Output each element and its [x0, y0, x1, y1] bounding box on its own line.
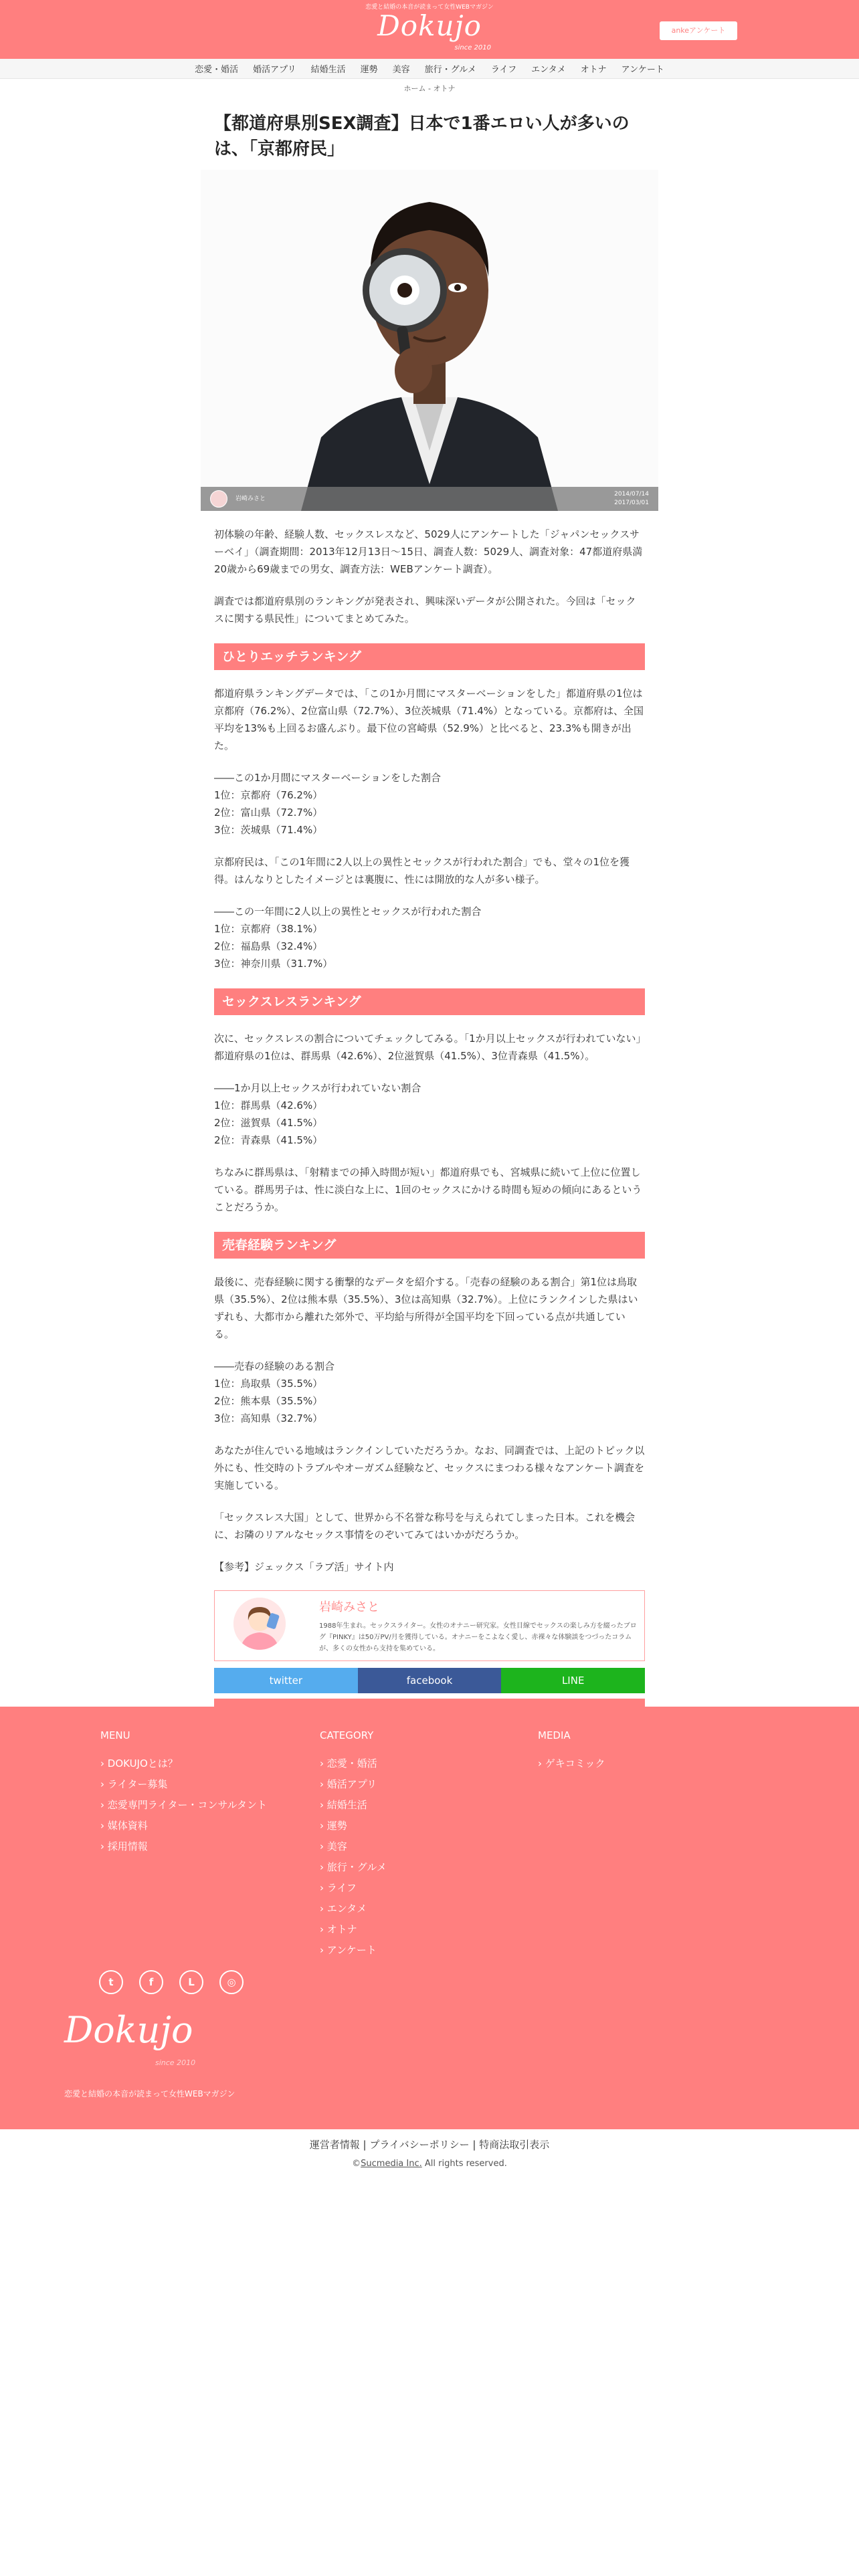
list-item: ――この1か月間にマスターベーションをした割合: [214, 772, 441, 784]
share-bar: [214, 1668, 645, 1693]
nav-item-marriage[interactable]: 結婚生活: [310, 65, 346, 75]
section-heading-prostitution: 売春経験ランキング: [214, 1232, 645, 1259]
author-profile-name[interactable]: 岩崎みさと: [319, 1600, 379, 1614]
copyright: [0, 2159, 859, 2169]
intro-paragraph-2: 調査では都道府県別のランキングが発表され、興味深いデータが公開された。今回は「セックスに関する県民性」についてまとめてみた。: [214, 595, 636, 625]
footer-menu-column: [100, 1729, 267, 1857]
list-item: 3位：高知県（32.7%）: [214, 1412, 323, 1424]
list-item: ――1か月以上セックスが行われていない割合: [214, 1082, 421, 1094]
magnifier-woman-illustration: [201, 170, 658, 511]
list-item: 1位：群馬県（42.6%）: [214, 1099, 323, 1111]
copyright-prefix: ©: [352, 2159, 361, 2169]
footer-media-title: MEDIA: [538, 1729, 571, 1741]
list-item: 3位：茨城県（71.4%）: [214, 824, 323, 836]
footer-menu-item[interactable]: › 媒体資料: [100, 1820, 148, 1832]
footer-logo[interactable]: [64, 2009, 225, 2069]
line-icon[interactable]: L: [179, 1970, 203, 1994]
breadcrumb[interactable]: ホーム - オトナ: [403, 84, 456, 93]
section1-paragraph: 都道府県ランキングデータでは、「この1か月間にマスターベーションをした」都道府県の1位は京都府（76.2%）、2位富山県（72.7%）、3位茨城県（71.4%）となっている。京都府は、全国平均を13%も上回るお盛んぶり。最下位の宮崎県（52.9%）と比べると、23.3%も開きが出た。: [214, 687, 644, 752]
list-item: 1位：鳥取県（35.5%）: [214, 1378, 323, 1390]
social-links: [99, 1970, 244, 1994]
list-item: 2位：滋賀県（41.5%）: [214, 1117, 323, 1129]
author-illustration: [233, 1598, 286, 1650]
footer-menu-item[interactable]: › 採用情報: [100, 1840, 148, 1852]
footer-category-item[interactable]: › 結婚生活: [320, 1799, 367, 1811]
section1-paragraph-2: 京都府民は、「この1年間に2人以上の異性とセックスが行われた割合」でも、堂々の1位を獲得。はんなりとしたイメージとは裏腹に、性には開放的な人が多い様子。: [214, 856, 630, 885]
footer-menu-item[interactable]: › DOKUJOとは？: [100, 1757, 178, 1769]
nav-item-entertainment[interactable]: エンタメ: [531, 65, 566, 75]
nav-item-adult[interactable]: オトナ: [580, 65, 607, 75]
site-logo[interactable]: [356, 9, 503, 53]
nav-item-travel[interactable]: 旅行・グルメ: [424, 65, 476, 75]
section2-paragraph-2: ちなみに群馬県は、「射精までの挿入時間が短い」都道府県でも、宮城県に続いて上位に位置している。群馬男子は、性に淡白な上に、1回のセックスにかける時間も短めの傾向にあるということだろうか。: [214, 1166, 642, 1213]
footer-menu-label: 採用情報: [107, 1840, 148, 1852]
company-link[interactable]: Sucmedia Inc.: [361, 2159, 422, 2169]
footer-category-label: 婚活アプリ: [326, 1778, 377, 1790]
section3-ranking-list: [214, 1358, 645, 1427]
share-twitter-button[interactable]: twitter: [214, 1668, 358, 1693]
list-item: 2位：福島県（32.4%）: [214, 940, 323, 952]
footer-media-column: [538, 1729, 605, 1774]
footer-category-label: 美容: [326, 1840, 347, 1852]
footer-media-label: ゲキコミック: [545, 1757, 605, 1769]
article-body: [201, 526, 658, 1727]
author-profile-description: 1988年生まれ。セックスライター。女性のオナニー研究家。女性目線でセックスの楽しみ方を綴ったブログ『PINKY』は50万PV/月を獲得している。オナニーをこよなく愛し、赤裸々な体験談をつづったコラムが、多くの女性から支持を集めている。: [319, 1622, 637, 1652]
footer-category-title: CATEGORY: [320, 1729, 374, 1741]
commerce-law-link[interactable]: 特商法取引表示: [479, 2139, 550, 2151]
footer-category-label: アンケート: [326, 1944, 377, 1956]
nav-item-love[interactable]: 恋愛・婚活: [195, 65, 239, 75]
footer-category-item[interactable]: › アンケート: [320, 1944, 377, 1956]
published-date: 2014/07/14: [614, 491, 649, 498]
instagram-icon[interactable]: ◎: [219, 1970, 244, 1994]
nav-item-fortune[interactable]: 運勢: [360, 65, 378, 75]
section2-paragraph: 次に、セックスレスの割合についてチェックしてみる。「1か月以上セックスが行われていない」都道府県の1位は、群馬県（42.6%）、2位滋賀県（41.5%）、3位青森県（41.5%）。: [214, 1033, 642, 1062]
footer-category-label: 旅行・グルメ: [326, 1861, 387, 1873]
section-heading-masturbation: ひとりエッチランキング: [214, 643, 645, 670]
updated-date: 2017/03/01: [614, 500, 649, 506]
share-line-button[interactable]: LINE: [501, 1668, 645, 1693]
footer-category-label: ライフ: [326, 1882, 357, 1894]
footer-category-item[interactable]: › 婚活アプリ: [320, 1778, 377, 1790]
footer-menu-item[interactable]: › ライター募集: [100, 1778, 168, 1790]
nav-item-beauty[interactable]: 美容: [392, 65, 410, 75]
separator: |: [359, 2139, 370, 2151]
section2-ranking-list: [214, 1079, 645, 1149]
author-avatar[interactable]: [210, 490, 227, 508]
footer-logo-text: Dokujo: [64, 2009, 193, 2051]
list-item: 1位：京都府（38.1%）: [214, 923, 323, 935]
post-dates: [614, 490, 649, 508]
enquete-button[interactable]: ankeアンケート: [660, 21, 737, 40]
author-profile-box: [214, 1590, 645, 1661]
author-profile-avatar[interactable]: [233, 1598, 286, 1650]
list-item: 2位：熊本県（35.5%）: [214, 1395, 323, 1407]
footer-menu-title: MENU: [100, 1729, 130, 1741]
list-item: 2位：富山県（72.7%）: [214, 807, 323, 819]
footer-category-label: 運勢: [326, 1820, 347, 1832]
nav-item-enquete[interactable]: アンケート: [621, 65, 664, 75]
section-heading-sexless: セックスレスランキング: [214, 988, 645, 1015]
footer-category-item[interactable]: › 旅行・グルメ: [320, 1861, 387, 1873]
footer-menu-label: 媒体資料: [107, 1820, 148, 1832]
section1-ranking-list-2: [214, 903, 645, 972]
nav-item-life[interactable]: ライフ: [490, 65, 517, 75]
list-item: ――売春の経験のある割合: [214, 1360, 335, 1372]
facebook-icon[interactable]: f: [139, 1970, 163, 1994]
footer-category-item[interactable]: › オトナ: [320, 1923, 357, 1935]
section3-paragraph-2: あなたが住んでいる地域はランクインしていただろうか。なお、同調査では、上記のトピック以外にも、性交時のトラブルやオーガズム経験など、セックスにまつわる様々なアンケート調査を実施している。: [214, 1444, 645, 1491]
header-tagline: 恋愛と結婚の本音が読まって女性WEBマガジン: [365, 4, 494, 11]
footer-category-item[interactable]: › ライフ: [320, 1882, 357, 1894]
article: [201, 100, 658, 1727]
privacy-policy-link[interactable]: プライバシーポリシー: [369, 2139, 470, 2151]
footer-menu-item[interactable]: › 恋愛専門ライター・コンサルタント: [100, 1799, 267, 1811]
footer-media-item[interactable]: › ゲキコミック: [538, 1757, 605, 1769]
footer-category-item[interactable]: › 美容: [320, 1840, 347, 1852]
footer-logo-since: since 2010: [155, 2058, 196, 2067]
footer-category-item[interactable]: › エンタメ: [320, 1903, 367, 1915]
footer-menu-label: 恋愛専門ライター・コンサルタント: [107, 1799, 267, 1811]
logo-since: since 2010: [454, 44, 491, 51]
bottom-links: [0, 2137, 859, 2151]
footer-category-label: エンタメ: [326, 1903, 367, 1915]
twitter-icon[interactable]: t: [99, 1970, 123, 1994]
footer-category-item[interactable]: › 恋愛・婚活: [320, 1757, 377, 1769]
footer-category-item[interactable]: › 運勢: [320, 1820, 347, 1832]
footer-menu-label: ライター募集: [107, 1778, 168, 1790]
article-title: 【都道府県別SEX調査】日本で1番エロい人が多いのは、「京都府民」: [214, 114, 630, 159]
separator: |: [469, 2139, 480, 2151]
global-nav: [0, 59, 859, 79]
company-info-link[interactable]: 運営者情報: [309, 2139, 360, 2151]
footer-tagline: 恋愛と結婚の本音が読まって女性WEBマガジン: [64, 2089, 235, 2099]
section1-ranking-list: [214, 769, 645, 839]
list-item: ――この一年間に2人以上の異性とセックスが行われた割合: [214, 905, 482, 918]
list-item: 2位：青森県（41.5%）: [214, 1134, 323, 1146]
site-header: [0, 0, 859, 59]
author-name[interactable]: 岩崎みさと: [235, 496, 266, 502]
logo-text: Dokujo: [377, 9, 482, 42]
footer-category-label: 恋愛・婚活: [326, 1757, 377, 1769]
list-item: 3位：神奈川県（31.7%）: [214, 958, 333, 970]
nav-item-app[interactable]: 婚活アプリ: [253, 65, 296, 75]
list-item: 1位：京都府（76.2%）: [214, 789, 323, 801]
reference-note: 【参考】ジェックス「ラブ活」サイト内: [214, 1561, 394, 1573]
footer-menu-label: DOKUJOとは？: [107, 1757, 178, 1769]
site-footer: [0, 1707, 859, 2129]
footer-category-label: 結婚生活: [326, 1799, 367, 1811]
share-facebook-button[interactable]: facebook: [358, 1668, 502, 1693]
footer-category-column: [320, 1729, 387, 1961]
hero-meta-bar: [201, 487, 658, 511]
intro-paragraph: 初体験の年齢、経験人数、セックスレスなど、5029人にアンケートした「ジャパンセックスサーベイ」（調査期間：2013年12月13日〜15日、調査人数：5029人、調査対象：47都道府県満20歳から69歳までの男女、調査方法：WEBアンケート調査）。: [214, 528, 643, 575]
closing-paragraph: 「セックスレス大国」として、世界から不名誉な称号を与えられてしまった日本。これを機会に、お隣のリアルなセックス事情をのぞいてみてはいかがだろうか。: [214, 1511, 636, 1541]
section3-paragraph: 最後に、売春経験に関する衝撃的なデータを紹介する。「売春の経験のある割合」第1位は鳥取県（35.5%）、2位は熊本県（35.5%）、3位は高知県（32.7%）。上位にランクインした県はいずれも、大都市から離れた郊外で、平均給与所得が全国平均を下回っている点が共通している。: [214, 1276, 638, 1340]
footer-category-label: オトナ: [326, 1923, 357, 1935]
hero-image: [201, 170, 658, 511]
copyright-suffix: All rights reserved.: [421, 2159, 507, 2169]
